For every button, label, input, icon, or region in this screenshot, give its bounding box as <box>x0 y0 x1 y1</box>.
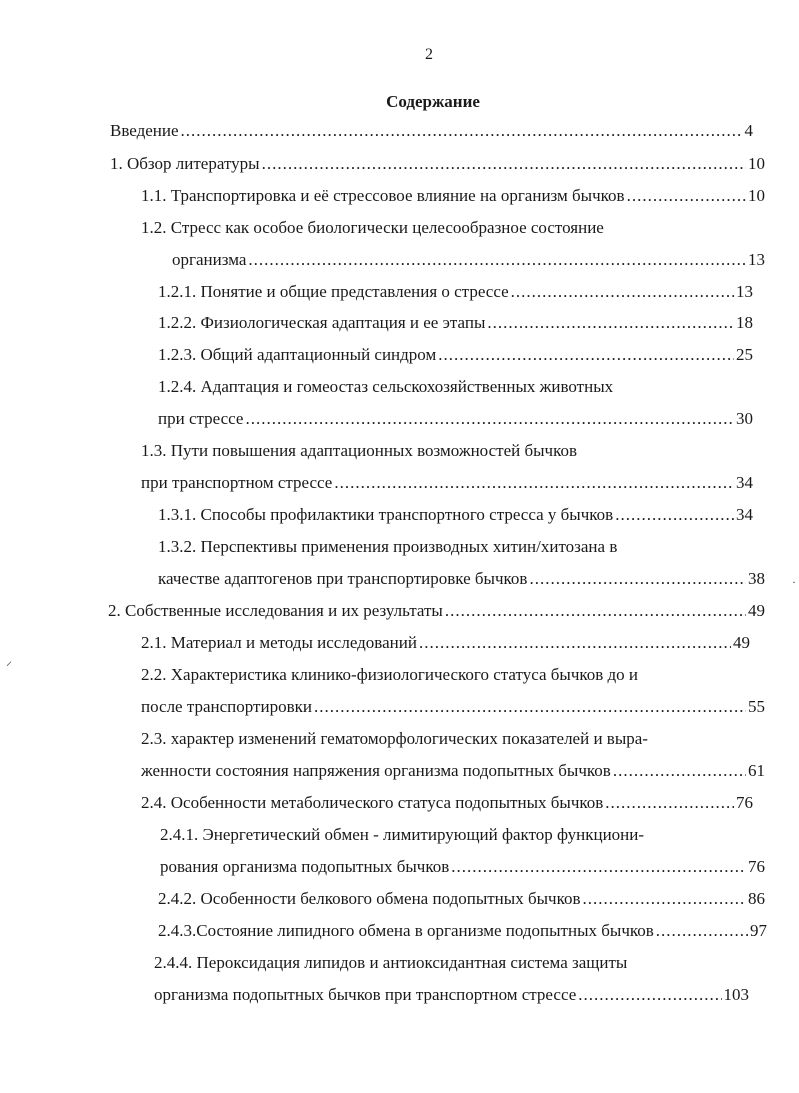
toc-entry-text: Введение <box>110 121 179 140</box>
toc-entry-page: 10 <box>748 154 765 173</box>
leader-dots <box>248 248 746 272</box>
toc-entry-page: 34 <box>736 505 753 524</box>
toc-entry-text: при транспортном стрессе <box>141 473 333 492</box>
toc-entry-1-2-line2 <box>172 248 765 272</box>
leader-dots <box>445 599 746 623</box>
leader-dots <box>181 119 743 143</box>
toc-entry-1-3-2-line2 <box>158 567 765 591</box>
toc-entry-1-2-line1 <box>141 216 765 240</box>
toc-entry-text: 1.3.1. Способы профилактики транспортного стресса у бычков <box>158 505 614 524</box>
toc-entry-page: 49 <box>748 601 765 620</box>
toc-entry-2-4 <box>141 791 753 815</box>
toc-entry-1-3-line2 <box>141 471 753 495</box>
toc-entry-2-3-line1 <box>141 727 765 751</box>
leader-dots <box>451 855 746 879</box>
leader-dots <box>487 311 734 335</box>
toc-entry-page: 61 <box>748 761 765 780</box>
toc-entry-1 <box>110 152 765 176</box>
toc-entry-2-4-2 <box>158 887 765 911</box>
toc-entry-text: 2.1. Материал и методы исследований <box>141 633 417 652</box>
leader-dots <box>615 503 734 527</box>
toc-entry-1-2-3 <box>158 343 753 367</box>
toc-entry-page: 13 <box>748 250 765 269</box>
toc-entry-text: 1. Обзор литературы <box>110 154 260 173</box>
toc-entry-page: 10 <box>748 186 765 205</box>
leader-dots <box>605 791 734 815</box>
toc-entry-text: рования организма подопытных бычков <box>160 857 450 876</box>
toc-entry-page: 18 <box>736 313 753 332</box>
scan-speck: · <box>792 575 796 589</box>
toc-entry-1-2-4-line2 <box>158 407 753 431</box>
leader-dots <box>613 759 746 783</box>
toc-entry-text: 2.4.3.Состояние липидного обмена в организме подопытных бычков <box>158 921 654 940</box>
toc-entry-text: 2. Собственные исследования и их результаты <box>108 601 443 620</box>
toc-entry-text: 1.1. Транспортировка и её стрессовое влияние на организм бычков <box>141 186 625 205</box>
toc-entry-page: 13 <box>736 282 753 301</box>
toc-entry-1-1 <box>141 184 765 208</box>
toc-entry-page: 86 <box>748 889 765 908</box>
toc-entry-2 <box>108 599 765 623</box>
leader-dots <box>656 919 748 943</box>
page-number: 2 <box>425 46 433 63</box>
toc-entry-1-3-2-line1 <box>158 535 753 559</box>
leader-dots <box>583 887 747 911</box>
toc-entry-2-4-4-line2 <box>154 983 749 1007</box>
toc-entry-2-4-4-line1 <box>154 951 753 975</box>
toc-entry-text: 1.3.2. Перспективы применения производных хитин/хитозана в <box>158 537 618 556</box>
toc-entry-text: 1.2.3. Общий адаптационный синдром <box>158 345 437 364</box>
toc-entry-2-4-1-line2 <box>160 855 765 879</box>
toc-entry-text: качестве адаптогенов при транспортировке бычков <box>158 569 528 588</box>
leader-dots <box>529 567 746 591</box>
leader-dots <box>334 471 734 495</box>
toc-entry-introduction <box>110 119 753 143</box>
toc-entry-2-2-line1 <box>141 663 765 687</box>
toc-entry-page: 55 <box>748 697 765 716</box>
toc-entry-text: организма <box>172 250 247 269</box>
toc-title: Содержание <box>386 92 480 111</box>
toc-entry-page: 103 <box>723 985 749 1004</box>
toc-entry-text: 1.2.2. Физиологическая адаптация и ее этапы <box>158 313 486 332</box>
toc-entry-page: 30 <box>736 409 753 428</box>
toc-entry-page: 4 <box>744 121 753 140</box>
toc-entry-page: 38 <box>748 569 765 588</box>
toc-entry-1-3-line1 <box>141 439 753 463</box>
toc-entry-1-3-1 <box>158 503 753 527</box>
toc-entry-page: 49 <box>733 633 750 652</box>
toc-entry-text: 2.4.1. Энергетический обмен - лимитирующий фактор функциони- <box>160 825 645 844</box>
toc-entry-page: 97 <box>750 921 767 940</box>
toc-entry-text: 1.3. Пути повышения адаптационных возможностей бычков <box>141 441 578 460</box>
toc-entry-text: 2.4.4. Пероксидация липидов и антиоксидантная система защиты <box>154 953 628 972</box>
leader-dots <box>511 280 734 304</box>
scan-speck: ⸝ <box>6 654 13 668</box>
toc-entry-text: 1.2. Стресс как особое биологически целесообразное состояние <box>141 218 604 237</box>
toc-entry-page: 25 <box>736 345 753 364</box>
toc-entry-text: 2.3. характер изменений гематоморфологических показателей и выра- <box>141 729 648 748</box>
toc-entry-text: 2.4. Особенности метаболического статуса подопытных бычков <box>141 793 604 812</box>
toc-entry-1-2-2 <box>158 311 753 335</box>
leader-dots <box>314 695 746 719</box>
toc-entry-1-2-4-line1 <box>158 375 753 399</box>
toc-entry-text: 1.2.4. Адаптация и гомеостаз сельскохозяйственных животных <box>158 377 614 396</box>
toc-entry-2-3-line2 <box>141 759 765 783</box>
toc-entry-text: после транспортировки <box>141 697 312 716</box>
leader-dots <box>419 631 731 655</box>
leader-dots <box>578 983 721 1007</box>
toc-entry-text: при стрессе <box>158 409 244 428</box>
toc-entry-2-1 <box>141 631 750 655</box>
leader-dots <box>627 184 746 208</box>
toc-entry-text: 1.2.1. Понятие и общие представления о стрессе <box>158 282 509 301</box>
toc-entry-text: женности состояния напряжения организма подопытных бычков <box>141 761 611 780</box>
toc-entry-page: 76 <box>736 793 753 812</box>
toc-entry-2-2-line2 <box>141 695 765 719</box>
toc-entry-1-2-1 <box>158 280 753 304</box>
toc-entry-text: 2.4.2. Особенности белкового обмена подопытных бычков <box>158 889 581 908</box>
toc-entry-text: организма подопытных бычков при транспортном стрессе <box>154 985 577 1004</box>
toc-entry-page: 76 <box>748 857 765 876</box>
leader-dots <box>438 343 734 367</box>
toc-entry-2-4-1-line1 <box>160 823 753 847</box>
leader-dots <box>262 152 746 176</box>
toc-entry-2-4-3 <box>158 919 767 943</box>
toc-entry-text: 2.2. Характеристика клинико-физиологического статуса бычков до и <box>141 665 639 684</box>
leader-dots <box>245 407 734 431</box>
toc-entry-page: 34 <box>736 473 753 492</box>
